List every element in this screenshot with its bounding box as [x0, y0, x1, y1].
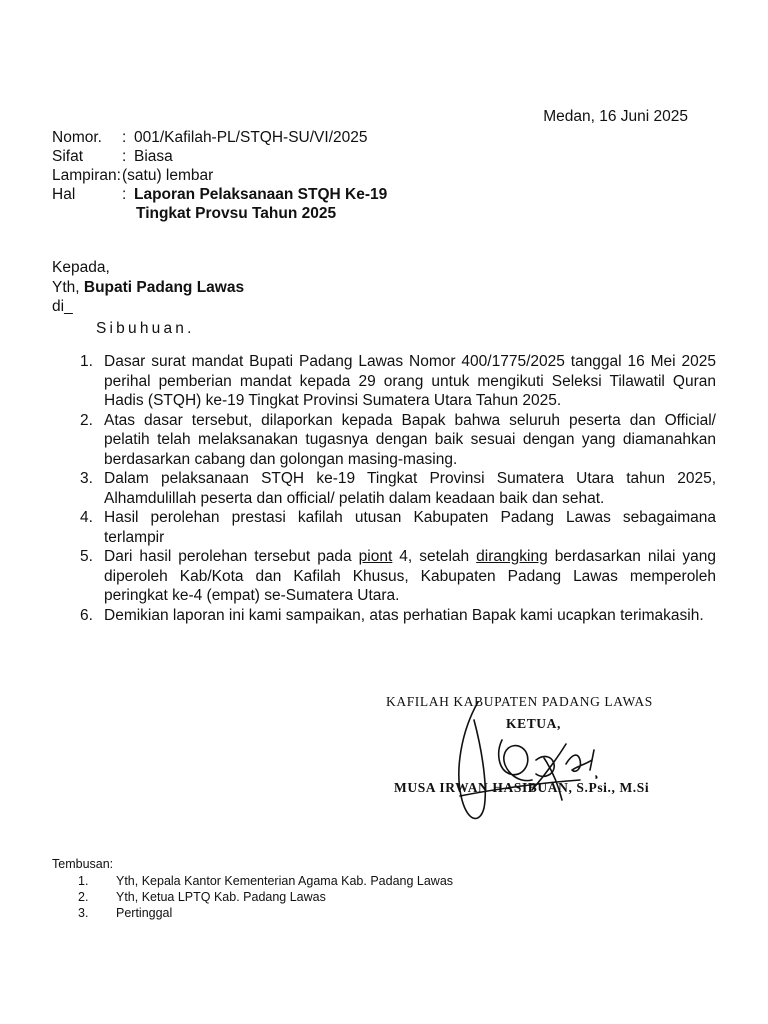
meta-value: (satu) lembar — [122, 167, 214, 184]
subject-line-1: Laporan Pelaksanaan STQH Ke-19 — [134, 186, 388, 203]
point-number: 2. — [80, 411, 93, 429]
recipient-di: di_ — [52, 298, 73, 315]
point-text-part: 4, setelah — [392, 548, 477, 565]
meta-row-sifat — [52, 147, 387, 166]
point-number: 1. — [80, 353, 93, 370]
list-item — [70, 469, 716, 508]
recipient-kepada: Kepada, — [52, 259, 110, 276]
meta-label: Nomor. — [52, 129, 102, 146]
point-text: Demikian laporan ini kami sampaikan, atas perhatian Bapak kami ucapkan terimakasih. — [104, 606, 704, 624]
handwritten-signature — [440, 700, 610, 830]
tembusan-number: 1. — [78, 874, 89, 888]
meta-row-hal — [52, 185, 387, 204]
meta-value: Biasa — [134, 148, 173, 165]
list-item — [70, 606, 716, 626]
recipient-yth-prefix: Yth, — [52, 278, 80, 296]
meta-row-lampiran — [52, 166, 387, 185]
letter-meta — [52, 128, 387, 223]
signature-name: MUSA IRWAN HASIBUAN, S.Psi., M.Si — [394, 780, 650, 795]
list-item — [70, 352, 716, 411]
tembusan-number: 2. — [78, 890, 89, 904]
point-number: 6. — [80, 606, 93, 624]
meta-label — [52, 204, 122, 223]
meta-label: Sifat — [52, 148, 84, 165]
tembusan-block — [52, 856, 453, 921]
list-item — [70, 508, 716, 547]
point-text-part: Dari hasil perolehan tersebut pada — [104, 548, 359, 565]
point-text: Dalam pelaksanaan STQH ke-19 Tingkat Provinsi Sumatera Utara tahun 2025, Alhamdulillah peserta dan official/ pelatih dalam keadaan baik dan sehat. — [104, 470, 716, 507]
list-item — [52, 873, 453, 889]
tembusan-text: Pertinggal — [116, 906, 173, 920]
signature-org: KAFILAH KABUPATEN PADANG LAWAS — [386, 694, 653, 709]
recipient-name: Bupati Padang Lawas — [83, 278, 245, 296]
point-text: Hasil perolehan prestasi kafilah utusan Kabupaten Padang Lawas sebagaimana terlampir — [104, 509, 716, 546]
point-text — [104, 547, 716, 606]
underlined-word: piont — [358, 548, 393, 565]
tembusan-text: Yth, Kepala Kantor Kementerian Agama Kab. Padang Lawas — [116, 874, 454, 888]
letter-date: Medan, 16 Juni 2025 — [543, 108, 688, 125]
meta-separator: : — [122, 129, 127, 146]
signature-role: KETUA, — [506, 716, 561, 731]
list-item — [52, 889, 453, 905]
recipient-yth — [52, 278, 244, 298]
tembusan-text: Yth, Ketua LPTQ Kab. Padang Lawas — [116, 890, 326, 904]
list-item — [70, 411, 716, 470]
recipient-block — [52, 258, 244, 338]
point-text: Dasar surat mandat Bupati Padang Lawas Nomor 400/1775/2025 tanggal 16 Mei 2025 perihal pemberian mandat kepada 29 orang untuk mengikuti Seleksi Tilawatil Quran Hadis (STQH) ke-19 Tingkat Provinsi Sumatera Utara Tahun 2025. — [104, 353, 716, 409]
list-item — [70, 547, 716, 606]
point-text-part: berdasarkan nilai yang diperoleh Kab/Kota dan Kafilah Khusus, Kabupaten Padang Lawas memperoleh peringkat ke-4 (empat) se-Sumatera Utara. — [104, 548, 717, 604]
underlined-word: dirangking — [476, 548, 548, 565]
meta-label: Hal — [52, 186, 76, 203]
meta-separator — [122, 204, 134, 223]
meta-separator: : — [122, 186, 127, 203]
list-item — [52, 905, 453, 921]
recipient-place: Sibuhuan. — [96, 319, 195, 337]
tembusan-list — [52, 873, 453, 921]
meta-label: Lampiran: — [52, 167, 121, 184]
point-number: 3. — [80, 470, 93, 487]
meta-row-hal-cont — [52, 204, 387, 223]
letter-points — [70, 352, 716, 625]
subject-line-2: Tingkat Provsu Tahun 2025 — [136, 205, 337, 222]
tembusan-number: 3. — [78, 906, 89, 920]
point-number: 5. — [80, 548, 93, 565]
tembusan-title: Tembusan: — [52, 857, 114, 871]
meta-row-nomor — [52, 128, 387, 147]
point-number: 4. — [80, 509, 93, 526]
point-text: Atas dasar tersebut, dilaporkan kepada Bapak bahwa seluruh peserta dan Official/ pelatih telah melaksanakan tugasnya dengan baik sesuai dengan yang diamanahkan berdasarkan cabang dan golongan masing-masing. — [104, 411, 716, 468]
meta-value: 001/Kafilah-PL/STQH-SU/VI/2025 — [134, 129, 368, 146]
meta-separator: : — [122, 148, 127, 165]
